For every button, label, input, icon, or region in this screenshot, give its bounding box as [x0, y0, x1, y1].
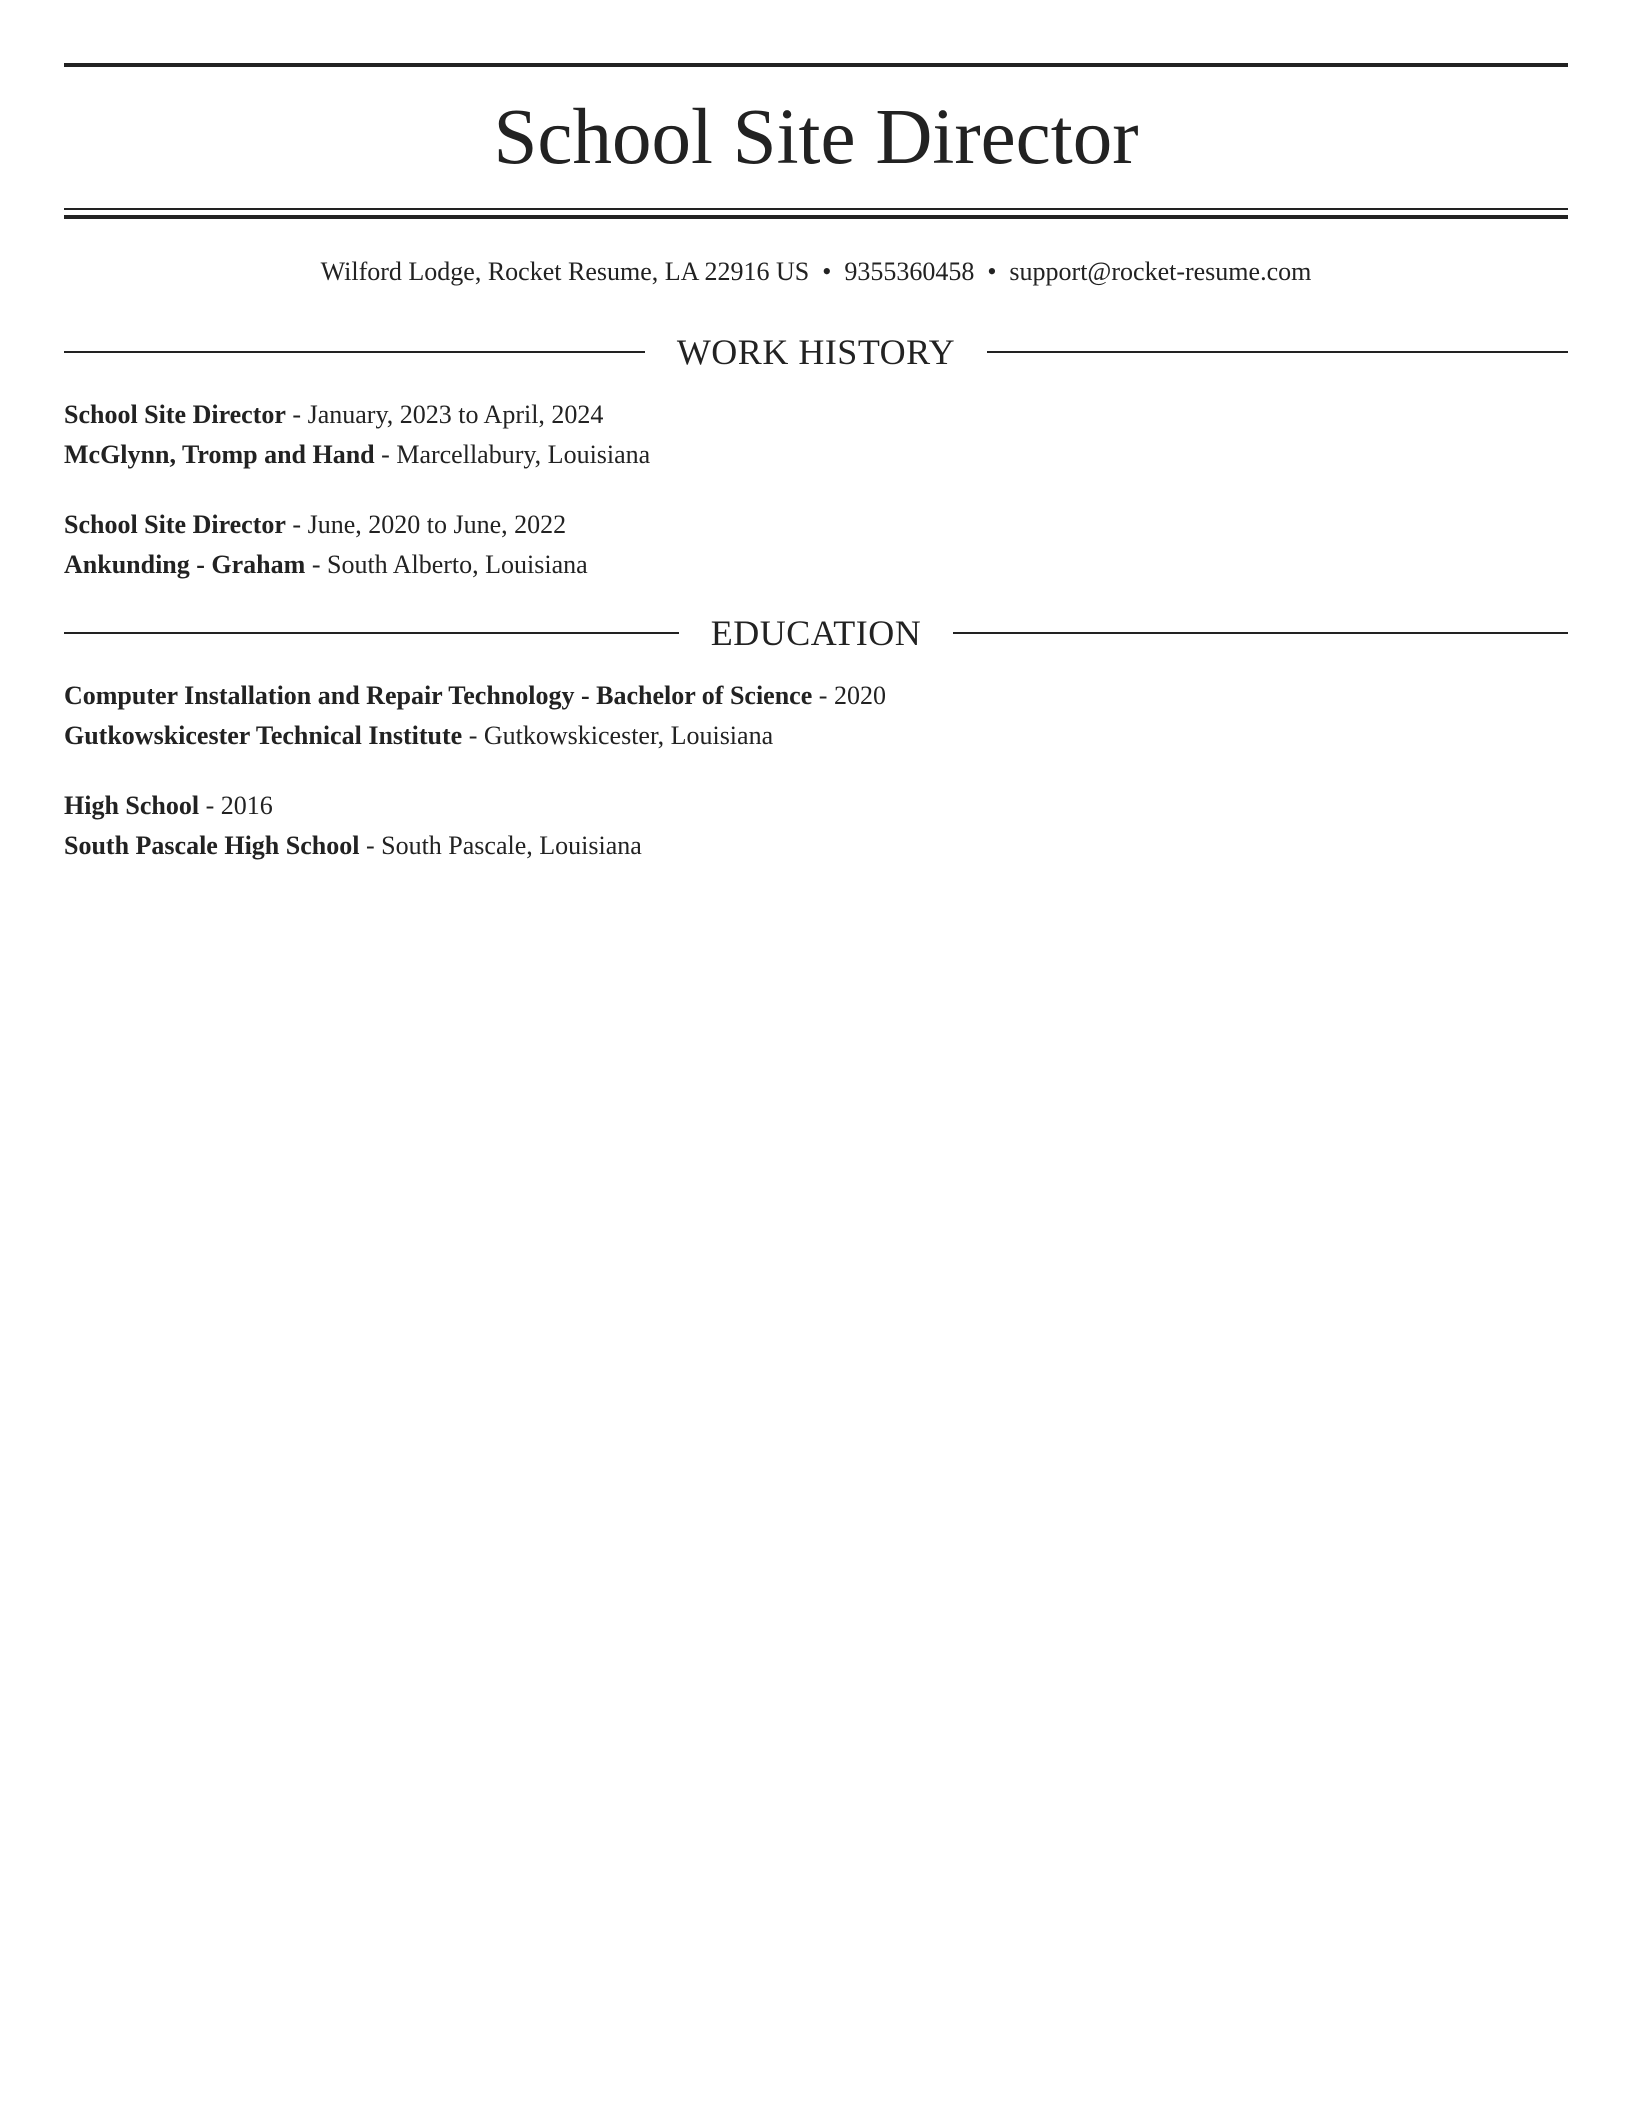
- contact-separator: •: [987, 257, 997, 286]
- heading-rule-right: [953, 632, 1568, 634]
- school-name: South Pascale High School: [64, 831, 360, 860]
- education-entry-school-row: [64, 826, 1568, 866]
- school-name: Gutkowskicester Technical Institute: [64, 721, 463, 750]
- work-entry-company-row: [64, 545, 1568, 585]
- graduation-year: 2016: [220, 791, 273, 820]
- education-heading: [64, 611, 1568, 655]
- school-location: Gutkowskicester, Louisiana: [483, 721, 774, 750]
- contact-phone: 9355360458: [844, 257, 975, 286]
- work-history-heading: [64, 330, 1568, 374]
- page-title: School Site Director: [493, 94, 1139, 181]
- education-entry: [64, 676, 1568, 756]
- work-entry-title-row: [64, 395, 1568, 435]
- dash: -: [285, 510, 308, 539]
- company-name: Ankunding - Graham: [64, 550, 306, 579]
- dash: -: [462, 721, 484, 750]
- education-entry-degree-row: [64, 786, 1568, 826]
- company-location: South Alberto, Louisiana: [326, 550, 588, 579]
- top-rule: [64, 63, 1568, 67]
- dash: -: [199, 791, 221, 820]
- dash: -: [285, 400, 308, 429]
- education-entry: [64, 786, 1568, 866]
- dash: -: [305, 550, 327, 579]
- contact-address: Wilford Lodge, Rocket Resume, LA 22916 US: [320, 257, 810, 286]
- graduation-year: 2020: [833, 681, 886, 710]
- job-dates: June, 2020 to June, 2022: [307, 510, 567, 539]
- degree-name: Computer Installation and Repair Technology - Bachelor of Science: [64, 681, 813, 710]
- section-title: WORK HISTORY: [676, 332, 956, 372]
- dash: -: [359, 831, 382, 860]
- job-title: School Site Director: [64, 510, 286, 539]
- education-entry-school-row: [64, 716, 1568, 756]
- job-title: School Site Director: [64, 400, 286, 429]
- dash: -: [374, 440, 397, 469]
- contact-line: [64, 254, 1568, 290]
- degree-name: High School: [64, 791, 200, 820]
- work-entry: [64, 395, 1568, 475]
- job-dates: January, 2023 to April, 2024: [307, 400, 604, 429]
- heading-rule-left: [64, 351, 645, 353]
- title-rule-thin: [64, 208, 1568, 210]
- dash: -: [812, 681, 834, 710]
- section-title: EDUCATION: [710, 613, 922, 653]
- title-rule-thick: [64, 215, 1568, 219]
- work-entry-company-row: [64, 435, 1568, 475]
- work-entry: [64, 505, 1568, 585]
- company-name: McGlynn, Tromp and Hand: [64, 440, 375, 469]
- school-location: South Pascale, Louisiana: [381, 831, 642, 860]
- heading-rule-right: [987, 351, 1568, 353]
- work-entry-title-row: [64, 505, 1568, 545]
- contact-email: support@rocket-resume.com: [1009, 257, 1312, 286]
- education-entry-degree-row: [64, 676, 1568, 716]
- contact-separator: •: [822, 257, 832, 286]
- company-location: Marcellabury, Louisiana: [396, 440, 651, 469]
- heading-rule-left: [64, 632, 679, 634]
